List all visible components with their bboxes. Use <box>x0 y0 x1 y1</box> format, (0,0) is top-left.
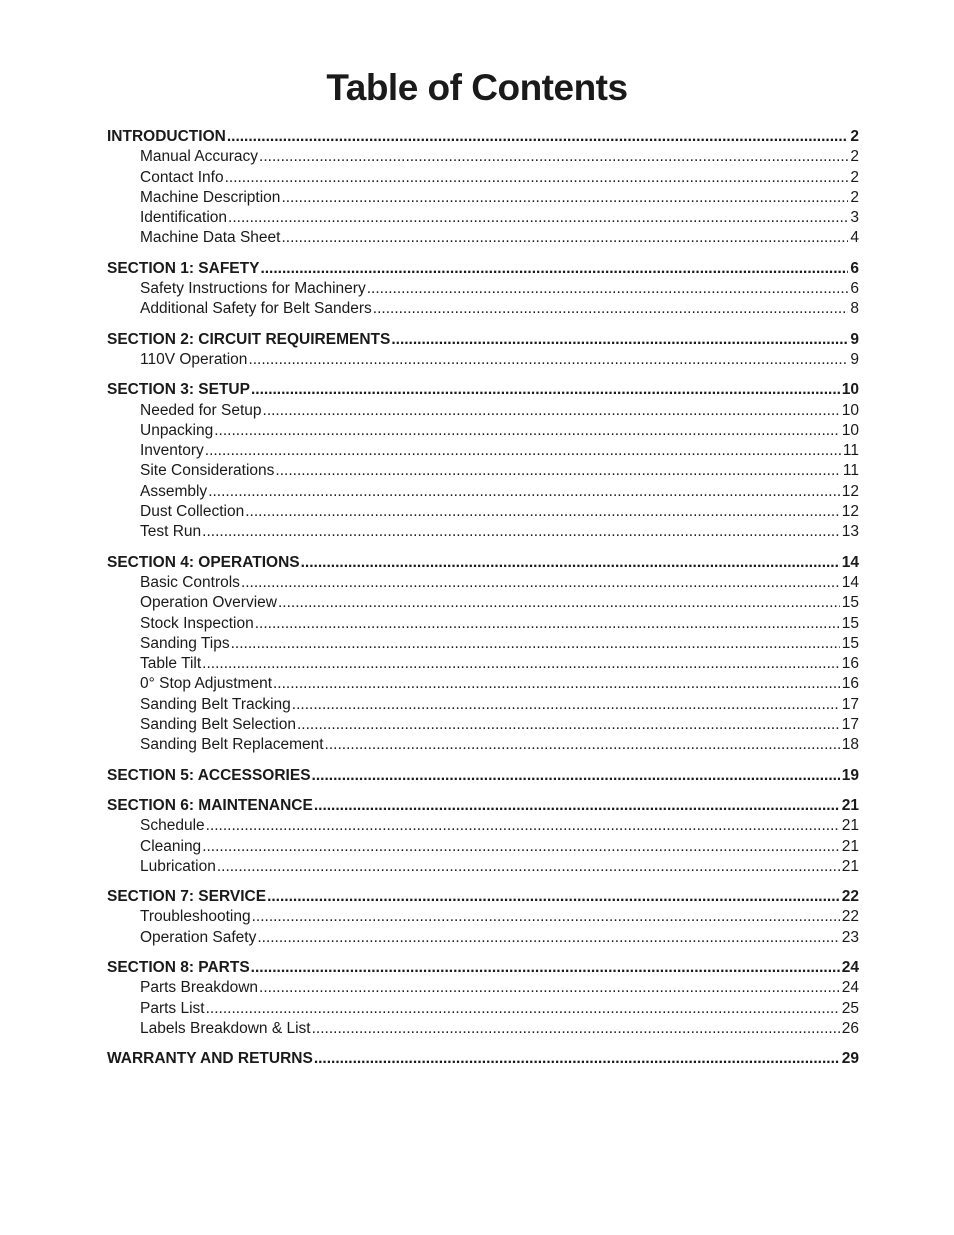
toc-leader-dots <box>248 350 848 370</box>
toc-leader-dots <box>228 208 848 228</box>
toc-page-number: 21 <box>841 817 859 835</box>
toc-entry[interactable] <box>107 401 859 421</box>
toc-leader-dots <box>227 127 849 147</box>
toc-page-number: 2 <box>850 128 859 145</box>
toc-entry[interactable] <box>107 907 859 927</box>
toc-leader-dots <box>373 299 849 319</box>
toc-entry[interactable] <box>107 614 859 634</box>
toc-entry-label: Site Considerations <box>140 462 275 480</box>
toc-entry[interactable] <box>107 502 859 522</box>
toc-leader-dots <box>312 1019 840 1039</box>
toc-page-number: 10 <box>841 381 859 399</box>
toc-entry-label: 110V Operation <box>140 350 248 368</box>
toc-leader-dots <box>273 674 840 694</box>
toc-section-label: WARRANTY AND RETURNS <box>107 1050 313 1068</box>
toc-entry[interactable] <box>107 279 859 299</box>
toc-entry[interactable] <box>107 421 859 441</box>
toc-entry[interactable] <box>107 928 859 948</box>
toc-entry[interactable] <box>107 482 859 502</box>
toc-page-number: 12 <box>841 503 859 521</box>
toc-page-number: 24 <box>841 979 859 997</box>
toc-page-number: 9 <box>850 350 859 368</box>
toc-entry-label: Table Tilt <box>140 655 202 673</box>
toc-entry[interactable] <box>107 461 859 481</box>
toc-leader-dots <box>217 857 840 877</box>
toc-page-number: 2 <box>850 188 859 206</box>
toc-entry[interactable] <box>107 441 859 461</box>
toc-page-number: 18 <box>841 736 859 754</box>
toc-leader-dots <box>314 796 840 816</box>
toc-leader-dots <box>251 958 840 978</box>
toc-section <box>107 796 859 877</box>
toc-page-number: 12 <box>841 482 859 500</box>
toc-leader-dots <box>202 837 840 857</box>
toc-entry-label: Needed for Setup <box>140 401 262 419</box>
toc-page-number: 21 <box>841 857 859 875</box>
toc-page-number: 15 <box>841 614 859 632</box>
toc-section <box>107 127 859 249</box>
toc-leader-dots <box>281 228 848 248</box>
toc-entry-label: Sanding Belt Replacement <box>140 736 324 754</box>
toc-section-label: SECTION 6: MAINTENANCE <box>107 796 313 814</box>
toc-entry-label: Manual Accuracy <box>140 148 259 166</box>
toc-entry-label: Troubleshooting <box>140 908 251 926</box>
toc-section-heading[interactable] <box>107 259 859 279</box>
toc-section-heading[interactable] <box>107 1049 859 1069</box>
toc-page-number: 10 <box>841 421 859 439</box>
toc-entry[interactable] <box>107 634 859 654</box>
toc-page-number: 2 <box>850 148 859 166</box>
toc-section <box>107 380 859 542</box>
toc-entry[interactable] <box>107 978 859 998</box>
toc-leader-dots <box>314 1049 840 1069</box>
toc-entry[interactable] <box>107 350 859 370</box>
toc-leader-dots <box>205 441 841 461</box>
toc-page-number: 23 <box>841 928 859 946</box>
toc-entry-label: Test Run <box>140 523 202 541</box>
toc-leader-dots <box>292 695 840 715</box>
toc-leader-dots <box>225 168 849 188</box>
toc-leader-dots <box>297 715 840 735</box>
toc-entry[interactable] <box>107 837 859 857</box>
toc-page-number: 16 <box>841 655 859 673</box>
toc-entry-label: Basic Controls <box>140 573 240 591</box>
toc-entry-label: Identification <box>140 209 228 227</box>
toc-page-number: 14 <box>841 573 859 591</box>
toc-entry[interactable] <box>107 695 859 715</box>
toc-leader-dots <box>231 634 840 654</box>
toc-page-number: 15 <box>841 594 859 612</box>
toc-leader-dots <box>278 593 840 613</box>
toc-page-number: 29 <box>841 1050 859 1068</box>
toc-leader-dots <box>259 147 848 167</box>
toc-section <box>107 330 859 371</box>
toc-page-number: 17 <box>841 695 859 713</box>
toc-leader-dots <box>206 999 840 1019</box>
toc-leader-dots <box>214 421 840 441</box>
toc-section <box>107 259 859 320</box>
toc-entry-label: Machine Description <box>140 188 281 206</box>
toc-page-number: 2 <box>850 168 859 186</box>
toc-entry-label: Inventory <box>140 442 204 460</box>
toc-entry-label: Unpacking <box>140 421 214 439</box>
toc-page-number: 6 <box>850 259 859 277</box>
toc-entry[interactable] <box>107 674 859 694</box>
toc-page-number: 16 <box>841 675 859 693</box>
toc-page-number: 25 <box>841 999 859 1017</box>
toc-page-number: 13 <box>841 523 859 541</box>
toc-entry[interactable] <box>107 999 859 1019</box>
toc-entry-label: Assembly <box>140 482 208 500</box>
toc-section <box>107 958 859 1039</box>
toc-page-number: 3 <box>850 209 859 227</box>
toc-leader-dots <box>245 502 840 522</box>
toc-entry[interactable] <box>107 299 859 319</box>
toc-section-heading[interactable] <box>107 127 859 147</box>
toc-entry-label: Operation Overview <box>140 594 277 612</box>
toc-section <box>107 766 859 786</box>
toc-page-number: 11 <box>842 442 859 460</box>
toc-page-number: 26 <box>841 1019 859 1037</box>
toc-entry[interactable] <box>107 735 859 755</box>
toc-leader-dots <box>260 259 848 279</box>
toc-page-number: 4 <box>850 229 859 247</box>
table-of-contents <box>107 127 859 1079</box>
toc-entry-label: Operation Safety <box>140 928 257 946</box>
toc-page-number: 21 <box>841 837 859 855</box>
toc-entry-label: Safety Instructions for Machinery <box>140 280 366 298</box>
toc-entry-label: Additional Safety for Belt Sanders <box>140 300 372 318</box>
toc-leader-dots <box>202 522 840 542</box>
toc-leader-dots <box>281 188 848 208</box>
toc-entry[interactable] <box>107 522 859 542</box>
toc-page-number: 15 <box>841 634 859 652</box>
toc-leader-dots <box>257 928 839 948</box>
toc-section-label: SECTION 4: OPERATIONS <box>107 553 300 571</box>
toc-leader-dots <box>391 330 848 350</box>
toc-leader-dots <box>367 279 849 299</box>
toc-leader-dots <box>241 573 840 593</box>
toc-section-heading[interactable] <box>107 796 859 816</box>
toc-leader-dots <box>252 907 840 927</box>
toc-entry[interactable] <box>107 573 859 593</box>
toc-section-heading[interactable] <box>107 887 859 907</box>
toc-entry-label: Contact Info <box>140 168 224 186</box>
toc-entry[interactable] <box>107 147 859 167</box>
toc-leader-dots <box>263 401 840 421</box>
toc-leader-dots <box>325 735 840 755</box>
toc-section <box>107 553 859 756</box>
toc-leader-dots <box>206 816 840 836</box>
toc-entry[interactable] <box>107 654 859 674</box>
toc-entry-label: Sanding Tips <box>140 634 230 652</box>
toc-entry-label: Stock Inspection <box>140 614 254 632</box>
toc-entry-label: Parts Breakdown <box>140 979 259 997</box>
toc-entry-label: 0° Stop Adjustment <box>140 675 272 693</box>
toc-section <box>107 887 859 948</box>
toc-page-number: 9 <box>850 330 859 348</box>
toc-section-label: INTRODUCTION <box>107 128 226 145</box>
toc-section <box>107 1049 859 1069</box>
toc-entry-label: Labels Breakdown & List <box>140 1019 311 1037</box>
toc-entry[interactable] <box>107 188 859 208</box>
toc-leader-dots <box>267 887 840 907</box>
toc-entry[interactable] <box>107 228 859 248</box>
toc-entry-label: Lubrication <box>140 857 216 875</box>
toc-leader-dots <box>202 654 840 674</box>
toc-section-label: SECTION 8: PARTS <box>107 958 250 976</box>
toc-entry-label: Parts List <box>140 999 205 1017</box>
toc-entry[interactable] <box>107 208 859 228</box>
toc-page-number: 6 <box>850 280 859 298</box>
toc-leader-dots <box>208 482 840 502</box>
toc-page-number: 19 <box>841 766 859 784</box>
toc-entry-label: Machine Data Sheet <box>140 229 281 247</box>
toc-section-label: SECTION 2: CIRCUIT REQUIREMENTS <box>107 330 391 348</box>
toc-entry-label: Sanding Belt Selection <box>140 716 296 734</box>
toc-entry[interactable] <box>107 593 859 613</box>
toc-page-number: 24 <box>841 958 859 976</box>
page-title: Table of Contents <box>326 67 628 108</box>
toc-entry-label: Schedule <box>140 817 205 835</box>
toc-section-heading[interactable] <box>107 553 859 573</box>
toc-section-label: SECTION 5: ACCESSORIES <box>107 766 311 784</box>
toc-section-heading[interactable] <box>107 380 859 400</box>
toc-leader-dots <box>251 380 840 400</box>
toc-leader-dots <box>301 553 840 573</box>
toc-page-number: 11 <box>842 462 859 480</box>
toc-entry-label: Dust Collection <box>140 503 245 521</box>
toc-entry-label: Sanding Belt Tracking <box>140 695 291 713</box>
toc-leader-dots <box>312 766 840 786</box>
toc-page-number: 21 <box>841 796 859 814</box>
toc-entry[interactable] <box>107 715 859 735</box>
toc-page-number: 17 <box>841 716 859 734</box>
toc-page-number: 14 <box>841 553 859 571</box>
toc-page-number: 22 <box>841 908 859 926</box>
toc-page-number: 8 <box>850 300 859 318</box>
toc-section-label: SECTION 1: SAFETY <box>107 259 260 277</box>
toc-section-heading[interactable] <box>107 766 859 786</box>
toc-leader-dots <box>255 614 840 634</box>
toc-section-heading[interactable] <box>107 330 859 350</box>
toc-entry[interactable] <box>107 816 859 836</box>
toc-page-number: 10 <box>841 401 859 419</box>
toc-page-number: 22 <box>841 888 859 906</box>
toc-entry[interactable] <box>107 1019 859 1039</box>
toc-entry[interactable] <box>107 857 859 877</box>
toc-leader-dots <box>275 461 840 481</box>
toc-entry[interactable] <box>107 168 859 188</box>
toc-section-heading[interactable] <box>107 958 859 978</box>
toc-section-label: SECTION 7: SERVICE <box>107 888 267 906</box>
toc-entry-label: Cleaning <box>140 837 202 855</box>
toc-section-label: SECTION 3: SETUP <box>107 381 250 399</box>
toc-leader-dots <box>259 978 840 998</box>
